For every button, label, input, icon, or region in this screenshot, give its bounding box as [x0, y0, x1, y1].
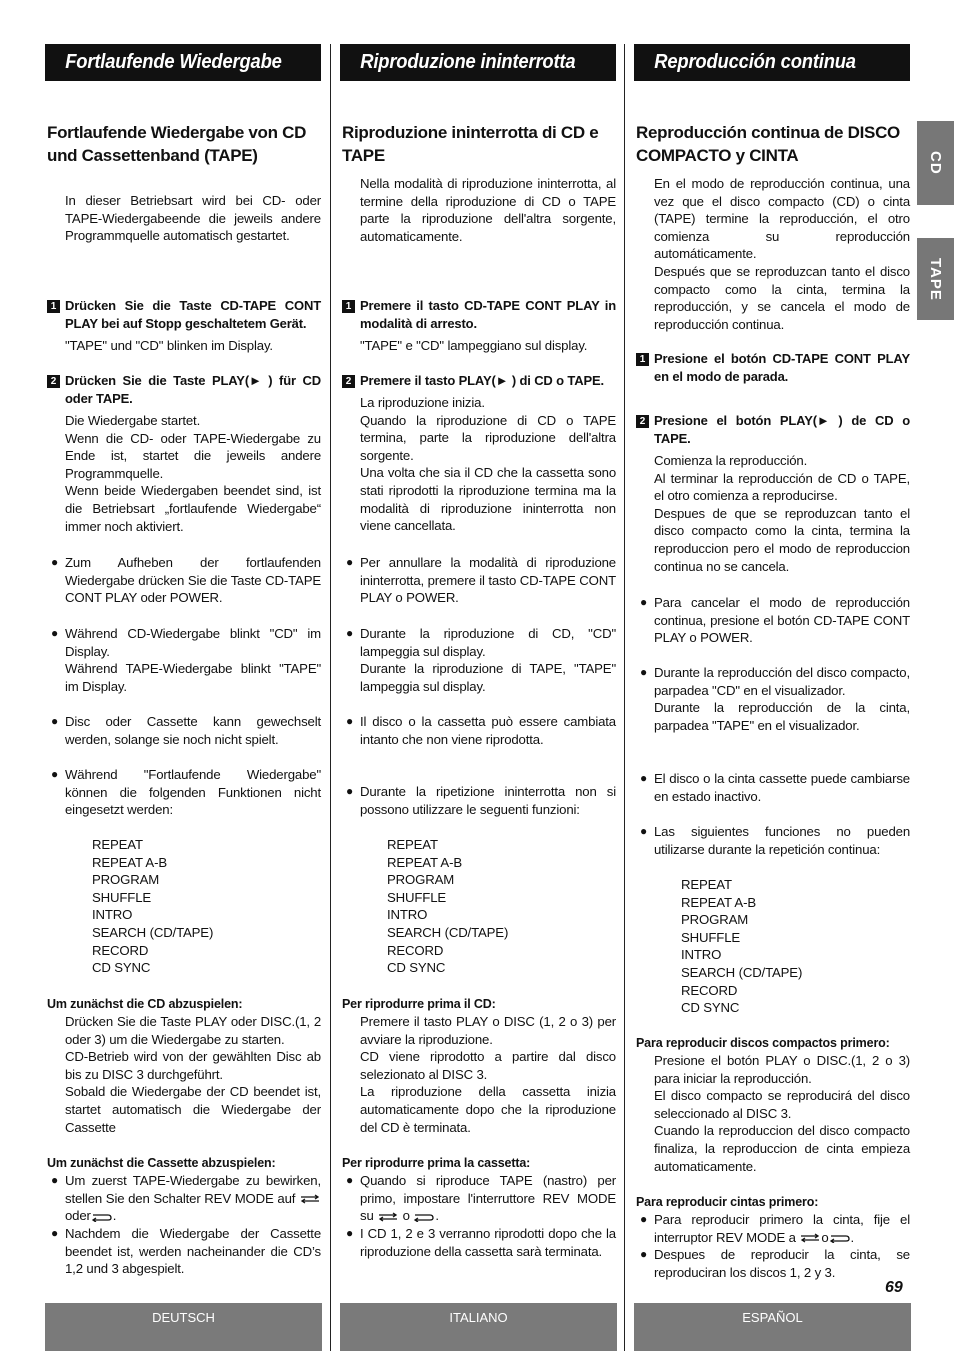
function-item: RECORD [387, 942, 444, 958]
step-number: 2 [636, 415, 649, 428]
bullet-dot-icon: ● [51, 1173, 59, 1187]
footer-language-espanol: ESPAÑOL [634, 1303, 911, 1351]
column-divider-left [330, 44, 331, 1351]
bullet-item [342, 1172, 616, 1225]
bullet-item [342, 1225, 616, 1260]
intro-paragraph: Nella modalità di riproduzione ininterrotta, al termine della riproduzione di CD o TAPE parte la riproduzione dell'altra sorgente, automaticamente. [360, 176, 616, 244]
bullet-text: . [435, 1208, 439, 1224]
bullet-text: Nachdem die Wiedergabe der Cassette beendet ist, werden nacheinander die CD’s 1,2 und 3 abgespielt. [65, 1226, 321, 1277]
step-number: 1 [636, 353, 649, 366]
column-deutsch [45, 44, 323, 1351]
step-1 [634, 350, 910, 386]
function-item: SHUFFLE [387, 889, 447, 905]
bullet-dot-icon: ● [640, 824, 648, 838]
bullet-dot-icon: ● [346, 784, 354, 798]
step-1 [340, 297, 616, 355]
step-body: "TAPE" und "CD" blinken im Display. [65, 338, 273, 353]
function-item: RECORD [92, 942, 149, 958]
bullet-text: El disco o la cinta cassette puede cambiarse en estado inactivo. [654, 771, 910, 804]
tab-cd [917, 121, 954, 205]
subsection-label: Per riprodurre prima la cassetta: [342, 1156, 531, 1170]
bullet-text: . [850, 1229, 855, 1245]
bullet-text: Per annullare la modalità di riproduzione ininterrotta, premere il tasto CD-TAPE CONT PLAY o POWER. [360, 555, 616, 606]
bullet-item [342, 554, 616, 607]
rev-mode-both-icon [299, 1194, 321, 1204]
step-title: Drücken Sie die Taste CD-TAPE CONT PLAY bei auf Stopp geschaltetem Gerät. [65, 298, 321, 331]
function-item: REPEAT [387, 837, 438, 852]
tab-tape-label: TAPE [927, 257, 944, 301]
function-item: CD SYNC [387, 960, 446, 976]
subsection-body: Presione el botón PLAY o DISC.(1, 2 o 3) para iniciar la reproducción. El disco compacto se reproducirá del disco seleccionado al DISC 3. Cuando la reproduccion del disco compacto finaliza, la reproduccion de cinta empieza automaticamente. [654, 1053, 910, 1174]
bullet-dot-icon: ● [346, 555, 354, 569]
rev-mode-loop-icon [91, 1212, 113, 1222]
step-body: Comienza la reproducción. Al terminar la reproducción de CD o TAPE, el otro comienza a reproducirse. Despues de que se reproduzcan tanto el disco compacto como la cinta, termina la reproduccion pero el modo de reproduccion continua no se cancela. [654, 453, 910, 574]
function-item: REPEAT [92, 837, 143, 852]
subsection-body: Premere il tasto PLAY o DISC (1, 2 o 3) per avviare la riproduzione. CD viene riprodotto a partire dal disco selezionato al DISC 3. La riproduzione della cassetta inizia automaticamente dopo che la riproduzione del CD è terminata. [360, 1014, 616, 1135]
column-divider-right [624, 44, 625, 1351]
function-item: SEARCH (CD/TAPE) [92, 924, 214, 940]
section-subtitle: Fortlaufende Wiedergabe von CD und Cassettenband (TAPE) [47, 123, 307, 165]
function-item: PROGRAM [681, 912, 749, 928]
subsection-label: Um zunächst die CD abzuspielen: [47, 997, 243, 1011]
bullet-item [47, 1225, 321, 1278]
function-item: SHUFFLE [681, 929, 741, 945]
step-number: 2 [47, 375, 60, 388]
tab-tape [917, 238, 954, 320]
bullet-text: Durante la ripetizione ininterrotta non si possono utilizzare le seguenti funzioni: [360, 784, 616, 817]
function-list [92, 836, 312, 977]
step-title: Premere il tasto PLAY(► ) di CD o TAPE. [360, 373, 604, 388]
page-number: 69 [885, 1279, 903, 1296]
section-header: Fortlaufende Wiedergabe [45, 44, 321, 81]
function-item: INTRO [681, 947, 722, 963]
function-item: PROGRAM [387, 872, 455, 888]
bullet-dot-icon: ● [640, 771, 648, 785]
intro-paragraph: En el modo de reproducción continua, una vez que el disco compacto (CD) o cinta (TAPE) termine la reproducción, el otro comienza su reproducción automáticamente. Después que se reproduzcan tanto el disco compacto como la cinta, termina la reproducción, y se cancela el modo de reproducción continua. [654, 176, 910, 332]
bullet-text: Während "Fortlaufende Wiedergabe" können die folgenden Funktionen nicht eingesetzt werden: [65, 767, 321, 818]
bullet-text: . [112, 1208, 117, 1224]
bullet-dot-icon: ● [640, 665, 648, 679]
step-body: La riproduzione inizia. Quando la riproduzione di CD o TAPE termina, parte la riproduzione dell'altra sorgente. Una volta che sia il CD che la cassetta sono stati riprodotti la riproduzione termina ma la modalità di riproduzione ininterrotta non viene cancellata. [360, 395, 616, 534]
bullet-dot-icon: ● [51, 714, 59, 728]
function-item: SEARCH (CD/TAPE) [681, 964, 803, 980]
bullet-text: o [402, 1208, 410, 1224]
bullet-item [342, 783, 616, 818]
function-item: SEARCH (CD/TAPE) [387, 924, 509, 940]
step-body: Die Wiedergabe startet. Wenn die CD- oder TAPE-Wiedergabe zu Ende ist, startet die jeweils andere Programmquelle. Wenn beide Wiedergaben beendet sind, ist die Betriebsart „fortlaufende Wiedergabe“ immer noch aktiviert. [65, 413, 321, 534]
bullet-item [636, 1211, 910, 1246]
bullet-dot-icon: ● [640, 595, 648, 609]
step-title: Drücken Sie die Taste PLAY(► ) für CD oder TAPE. [65, 373, 321, 406]
step-title: Premere il tasto CD-TAPE CONT PLAY in modalità di arresto. [360, 298, 616, 331]
bullet-dot-icon: ● [346, 1226, 354, 1240]
bullet-dot-icon: ● [51, 767, 59, 781]
bullet-dot-icon: ● [346, 714, 354, 728]
function-item: REPEAT [681, 877, 732, 892]
tab-cd-label: CD [927, 151, 944, 175]
subsection-label: Para reproducir discos compactos primero: [636, 1036, 890, 1050]
intro-paragraph: In dieser Betriebsart wird bei CD- oder TAPE-Wiedergabeende die jeweils andere Programmquelle automatisch gestartet. [65, 193, 321, 244]
bullet-item [47, 1172, 321, 1225]
step-1 [45, 297, 321, 355]
function-item: REPEAT A-B [92, 854, 167, 870]
section-subtitle: Riproduzione ininterrotta di CD e TAPE [342, 123, 599, 165]
function-list [681, 876, 901, 1017]
bullet-item [636, 594, 910, 647]
section-subtitle: Reproducción continua de DISCO COMPACTO y CINTA [636, 123, 900, 165]
bullet-text: Las siguientes funciones no pueden utilizarse durante la repetición continua: [654, 824, 910, 857]
bullet-dot-icon: ● [51, 555, 59, 569]
step-title: Presione el botón CD-TAPE CONT PLAY en el modo de parada. [654, 351, 910, 384]
bullet-dot-icon: ● [51, 626, 59, 640]
subsection-label: Para reproducir cintas primero: [636, 1195, 819, 1209]
step-title: Presione el botón PLAY(► ) de CD o TAPE. [654, 413, 910, 446]
step-2 [340, 372, 616, 535]
rev-mode-both-icon [799, 1233, 821, 1243]
bullet-item [342, 713, 616, 748]
column-italiano [340, 44, 618, 1351]
bullet-item [47, 554, 321, 607]
bullet-text: Durante la riproduzione di CD, "CD" lampeggia sul display. Durante la riproduzione di TAPE, "TAPE" lampeggia sul display. [360, 626, 616, 694]
bullet-text: Disc oder Cassette kann gewechselt werden, solange sie noch nicht spielt. [65, 714, 321, 747]
footer-language-deutsch: DEUTSCH [45, 1303, 322, 1351]
bullet-text: Quando si riproduce TAPE (nastro) per primo, impostare l'interruttore REV MODE su [360, 1173, 616, 1224]
rev-mode-loop-icon [413, 1212, 435, 1222]
function-item: SHUFFLE [92, 889, 152, 905]
function-item: INTRO [387, 907, 428, 923]
step-2 [634, 412, 910, 575]
step-body: "TAPE" e "CD" lampeggiano sul display. [360, 338, 588, 353]
bullet-text: Durante la reproducción del disco compacto, parpadea "CD" en el visualizador. Durante la reproducción de la cinta, parpadea "TAPE" en el visualizador. [654, 665, 910, 733]
bullet-item [47, 766, 321, 819]
step-2 [45, 372, 321, 535]
bullet-dot-icon: ● [51, 1226, 59, 1240]
bullet-text: Il disco o la cassetta può essere cambiata intanto che non viene riprodotta. [360, 714, 616, 747]
step-number: 2 [342, 375, 355, 388]
bullet-text: oder [65, 1208, 91, 1224]
bullet-dot-icon: ● [640, 1212, 648, 1226]
bullet-item [47, 713, 321, 748]
bullet-text: o [821, 1229, 829, 1245]
function-item: INTRO [92, 907, 133, 923]
function-item: CD SYNC [681, 1000, 740, 1016]
bullet-dot-icon: ● [640, 1247, 648, 1261]
bullet-dot-icon: ● [346, 626, 354, 640]
step-number: 1 [47, 300, 60, 313]
function-item: PROGRAM [92, 872, 160, 888]
function-list [387, 836, 607, 977]
column-espanol [634, 44, 912, 1351]
function-item: CD SYNC [92, 960, 151, 976]
subsection-label: Per riprodurre prima il CD: [342, 997, 496, 1011]
bullet-item [636, 664, 910, 734]
bullet-item [636, 770, 910, 805]
bullet-text: Para cancelar el modo de reproducción continua, presione el botón CD-TAPE CONT PLAY o POWER. [654, 595, 910, 646]
rev-mode-loop-icon [829, 1233, 851, 1243]
bullet-item [636, 1246, 910, 1281]
bullet-item [47, 625, 321, 695]
bullet-text: I CD 1, 2 e 3 verranno riprodotti dopo che la riproduzione della cassetta sarà terminata. [360, 1226, 616, 1259]
subsection-body: Drücken Sie die Taste PLAY oder DISC.(1, 2 oder 3) um die Wiedergabe zu starten. CD-Betrieb wird von der gewählten Disc ab bis zu DISC 3 durchgeführt. Sobald die Wiedergabe der CD beendet ist, startet automatisch die Wiedergabe der Cassette [65, 1014, 321, 1135]
rev-mode-both-icon [377, 1212, 399, 1222]
bullet-text: Während CD-Wiedergabe blinkt "CD" im Display. Während TAPE-Wiedergabe blinkt "TAPE" im Display. [65, 626, 321, 694]
bullet-text: Para reproducir primero la cinta, fije el interruptor REV MODE a [654, 1212, 910, 1245]
bullet-item [636, 823, 910, 858]
function-item: REPEAT A-B [681, 894, 756, 910]
section-header: Riproduzione ininterrotta [340, 44, 616, 81]
bullet-text: Um zuerst TAPE-Wiedergabe zu bewirken, stellen Sie den Schalter REV MODE auf [65, 1173, 321, 1206]
function-item: REPEAT A-B [387, 854, 462, 870]
bullet-dot-icon: ● [346, 1173, 354, 1187]
subsection-label: Um zunächst die Cassette abzuspielen: [47, 1156, 276, 1170]
bullet-item [342, 625, 616, 695]
section-header: Reproducción continua [634, 44, 910, 81]
footer-language-italiano: ITALIANO [340, 1303, 617, 1351]
function-item: RECORD [681, 982, 738, 998]
step-number: 1 [342, 300, 355, 313]
bullet-text: Despues de reproducir la cinta, se reproduciran los discos 1, 2 y 3. [654, 1247, 910, 1280]
bullet-text: Zum Aufheben der fortlaufenden Wiedergabe drücken Sie die Taste CD-TAPE CONT PLAY oder POWER. [65, 555, 321, 606]
